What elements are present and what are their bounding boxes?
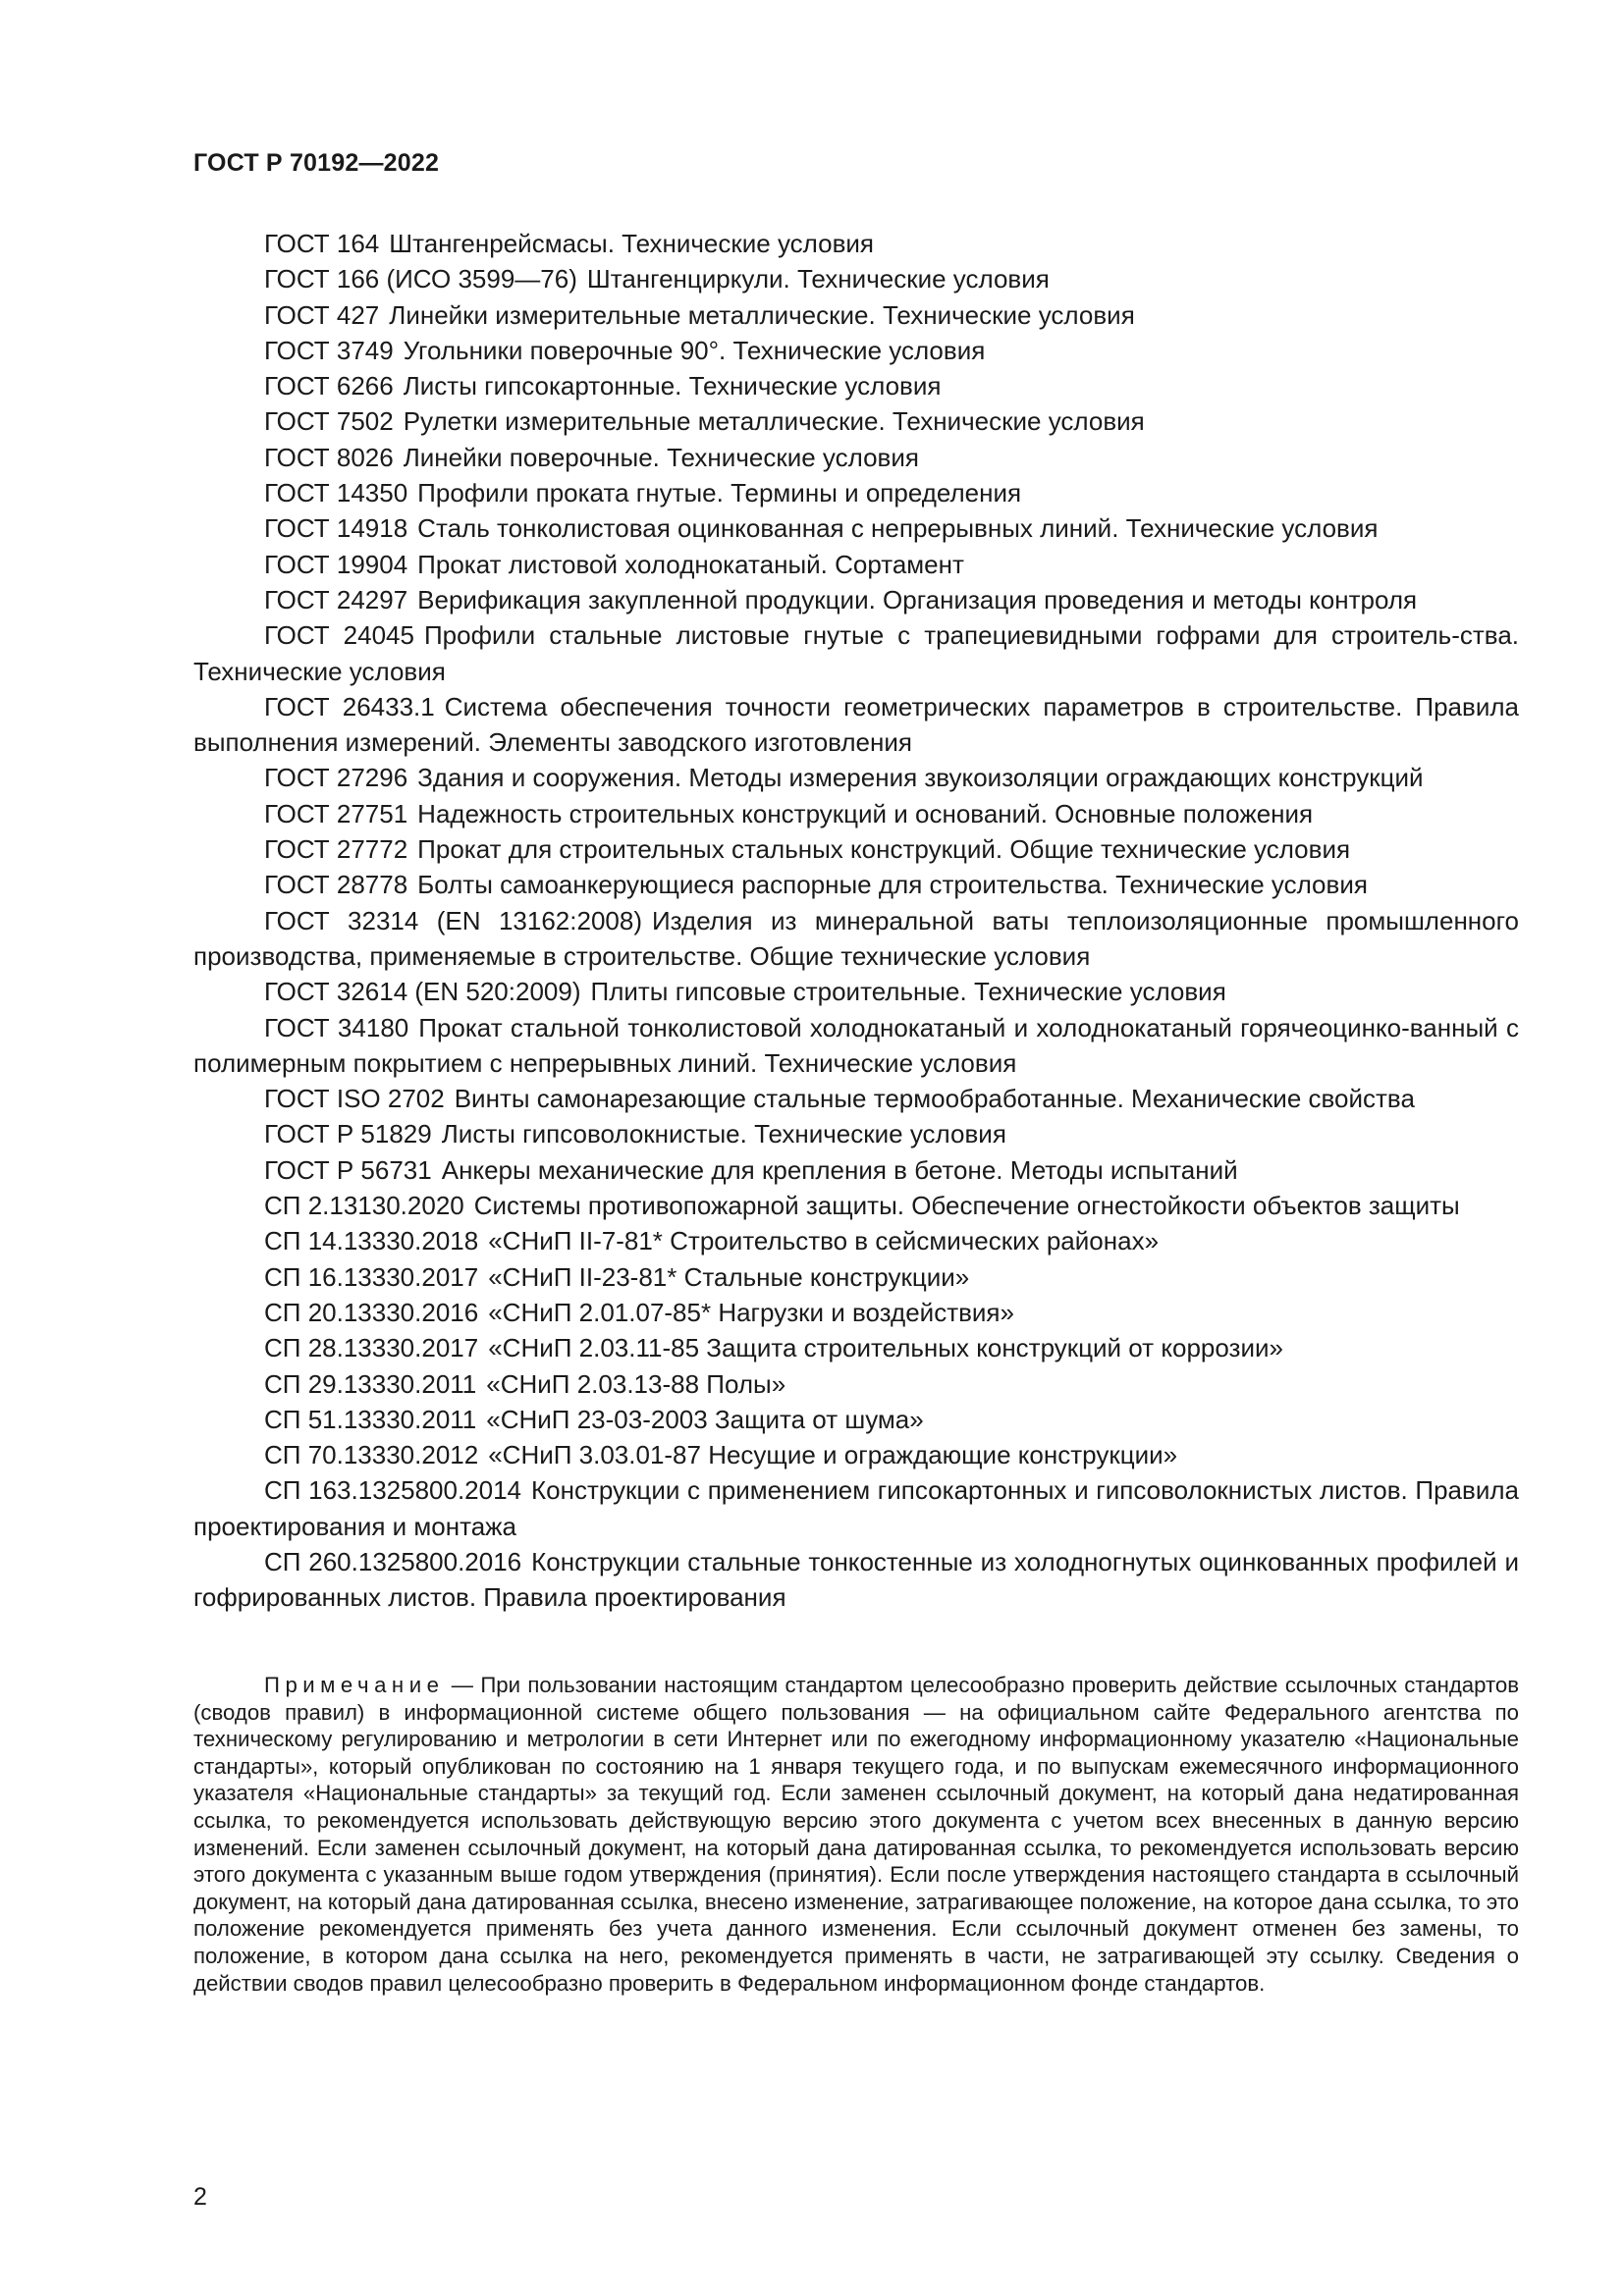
reference-code: СП 14.13330.2018 bbox=[264, 1226, 479, 1256]
reference-item bbox=[193, 1295, 1519, 1330]
reference-code: ГОСТ 24045 bbox=[264, 620, 414, 651]
reference-item bbox=[193, 582, 1519, 617]
reference-code: СП 51.13330.2011 bbox=[264, 1404, 477, 1434]
reference-item bbox=[193, 867, 1519, 902]
reference-item bbox=[193, 1188, 1519, 1223]
reference-item bbox=[193, 617, 1519, 689]
reference-item bbox=[193, 475, 1519, 510]
reference-title: Прокат стальной тонколистовой холоднокатаный и холоднокатаный горячеоцинко-ванный с полимерным покрытием с непрерывных линий. Технические условия bbox=[193, 1012, 1519, 1078]
reference-code: ГОСТ ISO 2702 bbox=[264, 1084, 445, 1114]
reference-item bbox=[193, 261, 1519, 296]
reference-title: Плиты гипсовые строительные. Технические условия bbox=[590, 977, 1226, 1007]
reference-title: «СНиП 2.03.11-85 Защита строительных конструкций от коррозии» bbox=[488, 1333, 1283, 1363]
reference-title: Сталь тонколистовая оцинкованная с непрерывных линий. Технические условия bbox=[417, 513, 1379, 544]
reference-item bbox=[193, 1259, 1519, 1295]
reference-item bbox=[193, 1116, 1519, 1151]
note-label: Примечание bbox=[264, 1673, 445, 1697]
reference-title: «СНиП 3.03.01-87 Несущие и ограждающие конструкции» bbox=[488, 1440, 1178, 1470]
normative-references-list bbox=[193, 226, 1519, 1616]
reference-title: Конструкции с применением гипсокартонных и гипсоволокнистых листов. Правила проектирования и монтажа bbox=[193, 1475, 1519, 1541]
reference-code: СП 260.1325800.2016 bbox=[264, 1546, 522, 1576]
reference-code: СП 16.13330.2017 bbox=[264, 1261, 479, 1292]
reference-item bbox=[193, 1437, 1519, 1472]
reference-code: СП 163.1325800.2014 bbox=[264, 1475, 522, 1506]
reference-item bbox=[193, 1366, 1519, 1402]
reference-code: ГОСТ 28778 bbox=[264, 870, 408, 900]
reference-title: «СНиП 23-03-2003 Защита от шума» bbox=[486, 1404, 924, 1434]
reference-item bbox=[193, 547, 1519, 582]
reference-code: ГОСТ 6266 bbox=[264, 371, 394, 401]
reference-code: СП 20.13330.2016 bbox=[264, 1297, 479, 1327]
reference-code: СП 29.13330.2011 bbox=[264, 1368, 477, 1399]
reference-title: Болты самоанкерующиеся распорные для строительства. Технические условия bbox=[417, 870, 1368, 900]
reference-item bbox=[193, 1402, 1519, 1437]
reference-title: Листы гипсоволокнистые. Технические условия bbox=[441, 1119, 1006, 1149]
page-number: 2 bbox=[193, 2183, 207, 2211]
reference-code: ГОСТ 14350 bbox=[264, 478, 408, 508]
reference-title: «СНиП 2.01.07-85* Нагрузки и воздействия» bbox=[488, 1297, 1014, 1327]
reference-item bbox=[193, 903, 1519, 975]
reference-item bbox=[193, 510, 1519, 546]
reference-item bbox=[193, 1472, 1519, 1544]
reference-item bbox=[193, 689, 1519, 761]
reference-title: Конструкции стальные тонкостенные из холодногнутых оцинкованных профилей и гофрированных листов. Правила проектирования bbox=[193, 1546, 1519, 1613]
reference-item bbox=[193, 796, 1519, 831]
reference-code: ГОСТ 32614 (EN 520:2009) bbox=[264, 977, 581, 1007]
reference-item bbox=[193, 368, 1519, 403]
reference-title: Угольники поверочные 90°. Технические условия bbox=[403, 335, 986, 365]
reference-title: Прокат для строительных стальных конструкций. Общие технические условия bbox=[417, 834, 1351, 865]
reference-code: ГОСТ 7502 bbox=[264, 406, 394, 437]
reference-title: «СНиП II-23-81* Стальные конструкции» bbox=[488, 1261, 970, 1292]
reference-code: ГОСТ Р 51829 bbox=[264, 1119, 432, 1149]
reference-title: Верификация закупленной продукции. Организация проведения и методы контроля bbox=[417, 584, 1418, 614]
reference-title: Профили стальные листовые гнутые с трапециевидными гофрами для строитель-ства. Технические условия bbox=[193, 620, 1519, 686]
reference-code: ГОСТ 32314 (EN 13162:2008) bbox=[264, 905, 642, 935]
reference-title: Системы противопожарной защиты. Обеспечение огнестойкости объектов защиты bbox=[473, 1191, 1460, 1221]
reference-code: ГОСТ 3749 bbox=[264, 335, 394, 365]
reference-item bbox=[193, 974, 1519, 1009]
reference-item bbox=[193, 1081, 1519, 1116]
reference-title: Листы гипсокартонные. Технические условия bbox=[403, 371, 942, 401]
reference-title: Изделия из минеральной ваты теплоизоляционные промышленного производства, применяемые в строительстве. Общие технические условия bbox=[193, 905, 1519, 971]
reference-title: Здания и сооружения. Методы измерения звукоизоляции ограждающих конструкций bbox=[417, 763, 1424, 793]
reference-item bbox=[193, 1544, 1519, 1616]
reference-code: ГОСТ 164 bbox=[264, 229, 380, 258]
reference-code: СП 28.13330.2017 bbox=[264, 1333, 479, 1363]
reference-title: Прокат листовой холоднокатаный. Сортамент bbox=[417, 549, 964, 579]
reference-code: ГОСТ 34180 bbox=[264, 1012, 409, 1042]
reference-title: Система обеспечения точности геометрических параметров в строительстве. Правила выполнения измерений. Элементы заводского изготовления bbox=[193, 691, 1519, 758]
reference-code: ГОСТ 19904 bbox=[264, 549, 408, 579]
reference-item bbox=[193, 226, 1519, 261]
reference-item bbox=[193, 1330, 1519, 1365]
reference-item bbox=[193, 1152, 1519, 1188]
reference-item bbox=[193, 1010, 1519, 1082]
document-header: ГОСТ Р 70192—2022 bbox=[193, 149, 440, 177]
reference-code: СП 70.13330.2012 bbox=[264, 1440, 479, 1470]
reference-title: Рулетки измерительные металлические. Технические условия bbox=[403, 406, 1145, 437]
reference-title: Профили проката гнутые. Термины и определения bbox=[417, 478, 1022, 508]
reference-code: ГОСТ 427 bbox=[264, 299, 380, 330]
reference-code: ГОСТ 8026 bbox=[264, 442, 394, 472]
reference-item bbox=[193, 760, 1519, 795]
note-text: — При пользовании настоящим стандартом целесообразно проверить действие ссылочных стандартов (сводов правил) в информационной системе общего пользования — на официальном сайте Федерального агентства по техническому регулированию и метрологии в сети Интернет или по ежегодному информационному указателю «Национальные стандарты», который опубликован по состоянию на 1 января текущего года, и по выпускам ежемесячного информационного указателя «Национальные стандарты» за текущий год. Если заменен ссылочный документ, на который дана недатированная ссылка, то рекомендуется использовать действующую версию этого документа с учетом всех внесенных в данную версию изменений. Если заменен ссылочный документ, на который дана датированная ссылка, то рекомендуется использовать версию этого документа с указанным выше годом утверждения (принятия). Если после утверждения настоящего стандарта в ссылочный документ, на который дана датированная ссылка, внесено изменение, затрагивающее положение, на которое дана ссылка, то это положение рекомендуется применять без учета данного изменения. Если ссылочный документ отменен без замены, то положение, в котором дана ссылка на него, рекомендуется применять в части, не затрагивающей эту ссылку. Сведения о действии сводов правил целесообразно проверить в Федеральном информационном фонде стандартов. bbox=[193, 1673, 1519, 1996]
reference-title: «СНиП II-7-81* Строительство в сейсмических районах» bbox=[488, 1226, 1160, 1256]
reference-code: ГОСТ Р 56731 bbox=[264, 1154, 432, 1185]
reference-title: Анкеры механические для крепления в бетоне. Методы испытаний bbox=[441, 1154, 1238, 1185]
reference-item bbox=[193, 831, 1519, 867]
reference-code: ГОСТ 14918 bbox=[264, 513, 408, 544]
reference-title: Линейки поверочные. Технические условия bbox=[403, 442, 919, 472]
reference-item bbox=[193, 403, 1519, 439]
reference-code: ГОСТ 27296 bbox=[264, 763, 408, 793]
reference-code: ГОСТ 27772 bbox=[264, 834, 408, 865]
note-paragraph bbox=[193, 1672, 1519, 1997]
reference-item bbox=[193, 297, 1519, 333]
reference-code: ГОСТ 26433.1 bbox=[264, 691, 435, 721]
reference-title: Надежность строительных конструкций и оснований. Основные положения bbox=[417, 798, 1314, 828]
reference-title: Штангенциркули. Технические условия bbox=[586, 264, 1050, 294]
reference-code: ГОСТ 166 (ИСО 3599—76) bbox=[264, 264, 577, 294]
reference-item bbox=[193, 440, 1519, 475]
reference-item bbox=[193, 333, 1519, 368]
reference-code: СП 2.13130.2020 bbox=[264, 1191, 464, 1221]
reference-code: ГОСТ 27751 bbox=[264, 798, 408, 828]
reference-item bbox=[193, 1223, 1519, 1258]
reference-title: Штангенрейсмасы. Технические условия bbox=[389, 229, 874, 258]
reference-code: ГОСТ 24297 bbox=[264, 584, 408, 614]
reference-title: «СНиП 2.03.13-88 Полы» bbox=[486, 1368, 786, 1399]
reference-title: Линейки измерительные металлические. Технические условия bbox=[389, 299, 1135, 330]
reference-title: Винты самонарезающие стальные термообработанные. Механические свойства bbox=[454, 1084, 1415, 1114]
